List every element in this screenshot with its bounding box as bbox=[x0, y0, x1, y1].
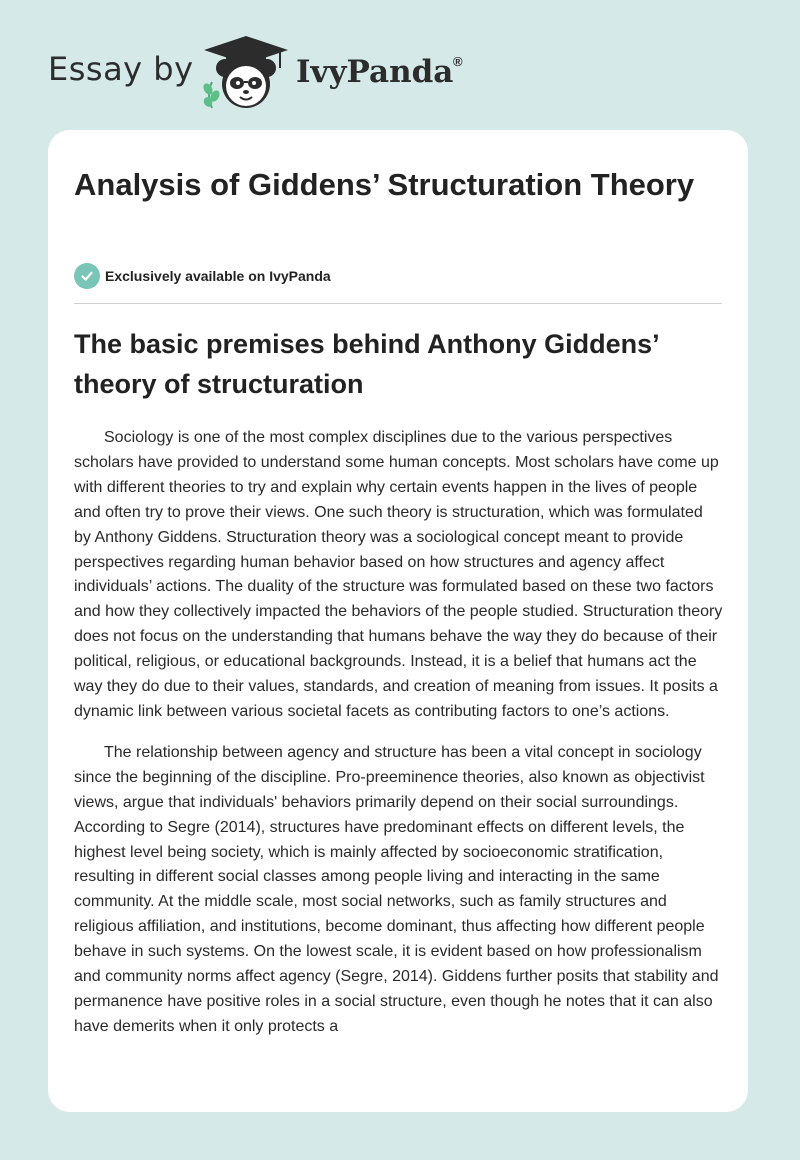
divider bbox=[74, 303, 722, 304]
registered-mark: ® bbox=[453, 54, 463, 69]
check-circle-icon bbox=[74, 263, 100, 289]
paragraph: Sociology is one of the most complex disciplines due to the various perspectives scholars have provided to understand some human concepts. Most scholars have come up with different theories to try and explain why certain events happen in the lives of people and often try to prove their views. One such theory is structuration, which was formulated by Anthony Giddens. Structuration theory was a sociological concept meant to provide perspectives regarding human behavior based on how structures and agency affect individuals’ actions. The duality of the structure was formulated based on these two factors and how they collectively impacted the behaviors of the people studied. Structuration theory does not focus on the understanding that humans behave the way they do because of their political, religious, or educational backgrounds. Instead, it is a belief that humans act the way they do due to their values, standards, and creation of meaning from issues. It posits a dynamic link between various societal facets as contributing factors to one’s actions. bbox=[74, 429, 723, 720]
page-title: Analysis of Giddens’ Structuration Theory bbox=[74, 167, 695, 202]
badge-label: Exclusively available on IvyPanda bbox=[105, 268, 331, 284]
panda-graduate-logo-icon bbox=[200, 34, 292, 117]
paragraph: The relationship between agency and structure has been a vital concept in sociology since the beginning of the discipline. Pro-preeminence theories, also known as objectivist views, argue that individuals' behaviors primarily depend on their social surroundings. According to Segre (2014), structures have predominant effects on different levels, the highest level being society, which is mainly affected by socioeconomic stratification, resulting in different social classes among people living and interacting in the same community. At the middle scale, most social networks, such as family structures and religious affiliation, and institutions, become dominant, thus affecting how different people behave in such systems. On the lowest scale, it is evident based on how professionalism and community norms affect agency (Segre, 2014). Giddens further posits that stability and permanence have positive roles in a social structure, even though he notes that it can also have demerits when it only protects a bbox=[74, 743, 719, 1035]
brand-header bbox=[48, 34, 528, 114]
exclusive-badge bbox=[74, 263, 331, 289]
brand-name: IvyPanda bbox=[296, 54, 454, 90]
essay-card bbox=[48, 130, 748, 1112]
section-heading: The basic premises behind Anthony Giddens’ theory of structuration bbox=[74, 329, 659, 399]
article-body bbox=[74, 426, 724, 1056]
brand-prefix: Essay by bbox=[48, 50, 194, 88]
